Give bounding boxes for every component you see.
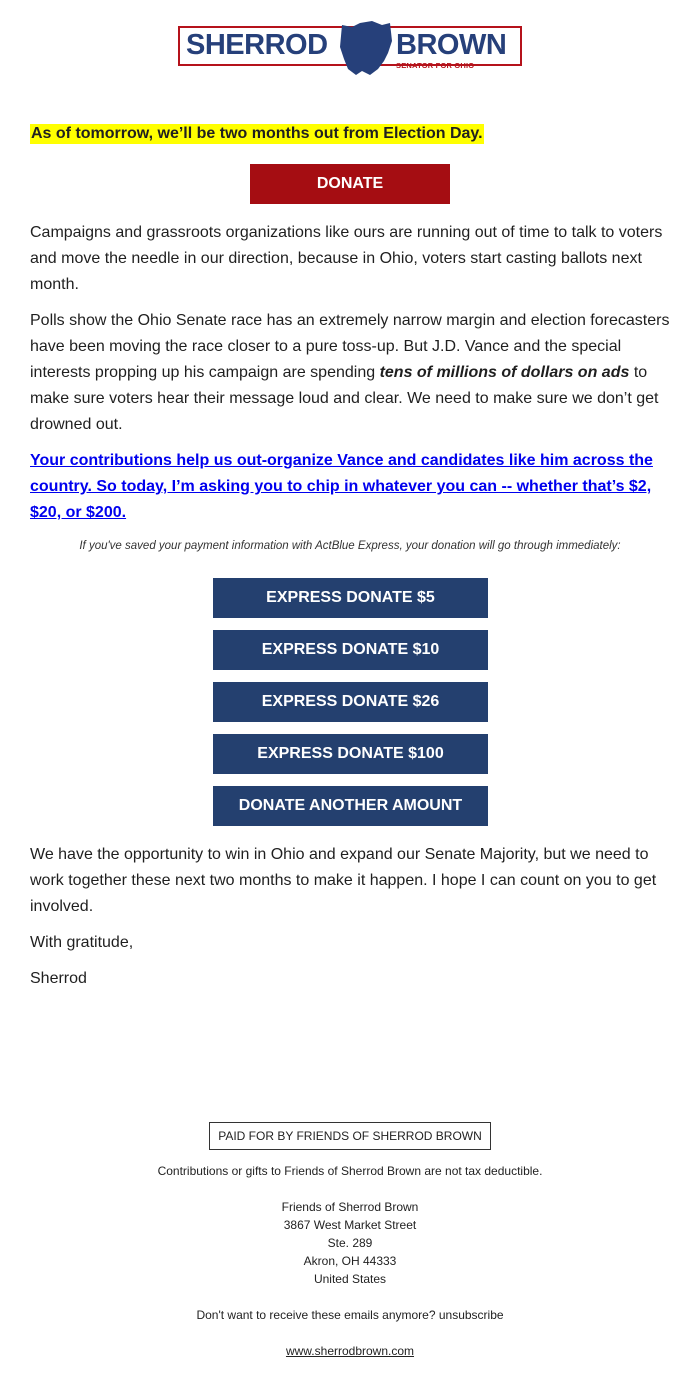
body-paragraph-1: Campaigns and grassroots organizations like ours are running out of time to talk to voters and move the needle in our direction, because in Ohio, voters start casting ballots next month. [30,224,663,293]
express-donate-26-button[interactable]: EXPRESS DONATE $26 [213,682,488,722]
emphasis-ads-text: tens of millions of dollars on ads [379,364,630,381]
address-line: United States [313,1272,387,1286]
mailing-address [0,1198,700,1288]
address-line: Friends of Sherrod Brown [281,1200,419,1214]
body-paragraph-2 [30,308,672,438]
signature: Sherrod [30,970,87,987]
paragraph-2-text-start: Polls show the Ohio Senate race has an extremely narrow margin and election forecasters have been moving the race closer to a pure toss-up. But J.D. Vance and the special interests propping up his campaign are spending [30,312,670,381]
logo-subtitle: SENATOR FOR OHIO [396,61,475,70]
address-line: Akron, OH 44333 [303,1254,397,1268]
donate-another-amount-button[interactable]: DONATE ANOTHER AMOUNT [213,786,488,826]
donate-button[interactable]: DONATE [250,164,450,204]
logo-last-name: BROWN [396,29,507,61]
headline-highlight: As of tomorrow, we’ll be two months out from Election Day. [31,125,483,142]
unsubscribe-link[interactable]: Don't want to receive these emails anymore? unsubscribe [196,1308,504,1322]
paid-for-disclaimer: PAID FOR BY FRIENDS OF SHERROD BROWN [209,1122,491,1150]
sherrod-brown-logo[interactable] [178,19,522,77]
website-link[interactable]: www.sherrodbrown.com [285,1344,415,1358]
body-paragraph-4: We have the opportunity to win in Ohio and expand our Senate Majority, but we need to work together these next two months to make it happen. I hope I can count on you to get involved. [30,846,657,915]
contribution-link[interactable]: Your contributions help us out-organize Vance and candidates like him across the country. So today, I’m asking you to chip in whatever you can -- whether that’s $2, $20, or $200. [30,452,653,521]
closing-text: With gratitude, [30,934,134,951]
express-donate-100-button[interactable]: EXPRESS DONATE $100 [213,734,488,774]
address-line: 3867 West Market Street [283,1218,417,1232]
logo-first-name: SHERROD [186,29,328,61]
address-line: Ste. 289 [327,1236,373,1250]
actblue-express-note: If you've saved your payment information with ActBlue Express, your donation will go through immediately: [79,540,621,552]
express-donate-10-button[interactable]: EXPRESS DONATE $10 [213,630,488,670]
express-donate-5-button[interactable]: EXPRESS DONATE $5 [213,578,488,618]
tax-deductible-note: Contributions or gifts to Friends of Sherrod Brown are not tax deductible. [157,1164,543,1178]
paragraph-2-text-end: to make sure voters hear their message loud and clear. We need to make sure we don’t get drowned out. [30,364,659,433]
ohio-state-icon [338,19,394,77]
